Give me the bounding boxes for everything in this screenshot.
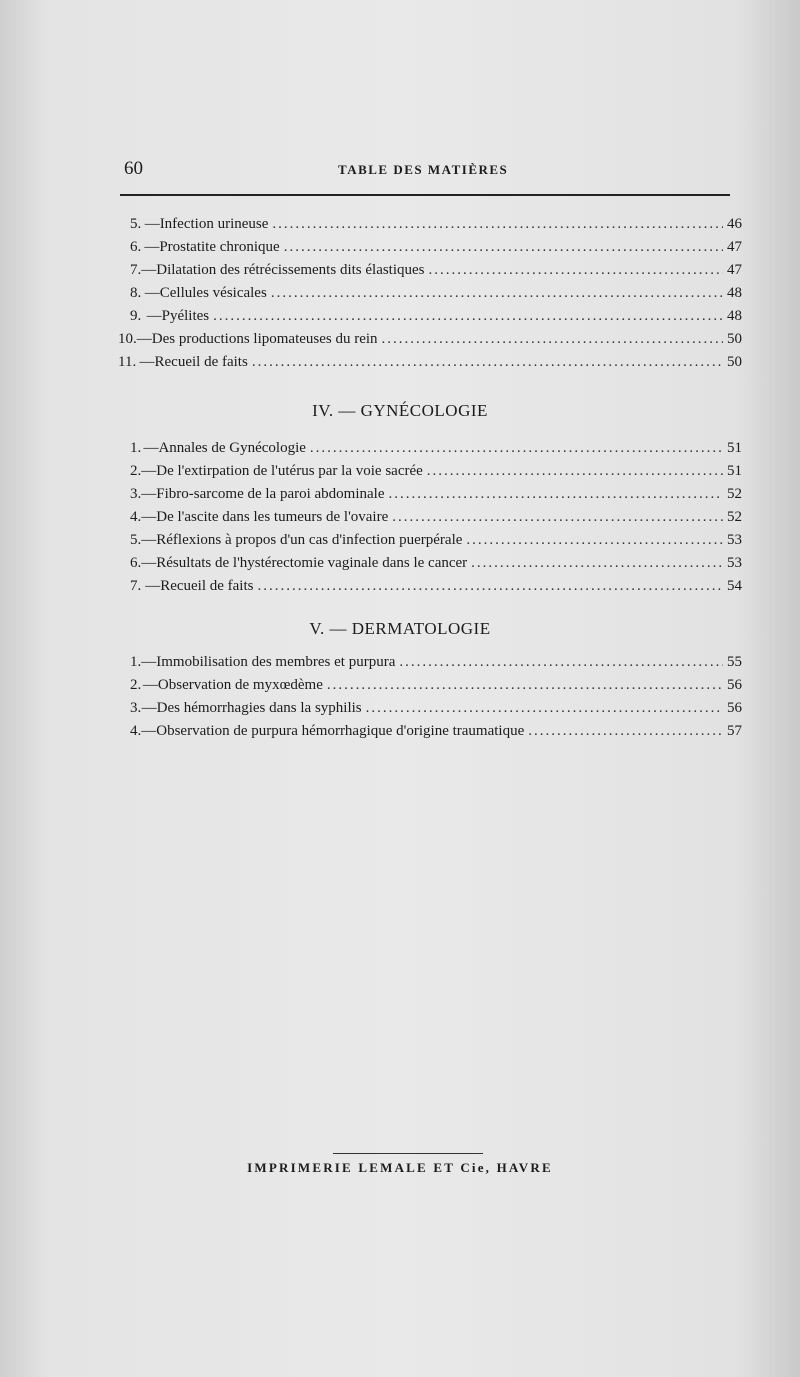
toc-entry bbox=[116, 305, 742, 328]
leader-dots bbox=[310, 437, 723, 460]
entry-number: 4. bbox=[130, 723, 142, 739]
entry-number: 3. bbox=[130, 486, 142, 502]
footer-rule bbox=[333, 1153, 483, 1154]
entry-number: 9. bbox=[130, 308, 142, 324]
toc-entry bbox=[116, 552, 742, 575]
entry-title: Immobilisation des membres et purpura bbox=[156, 654, 396, 670]
entry-page: 51 bbox=[727, 463, 742, 479]
toc-entry bbox=[116, 529, 742, 552]
entry-number: 3. bbox=[130, 700, 142, 716]
leader-dots bbox=[252, 351, 723, 374]
leader-dots bbox=[471, 552, 723, 575]
leader-dots bbox=[382, 328, 723, 351]
entry-dash: — bbox=[141, 654, 157, 670]
entry-title: Fibro-sarcome de la paroi abdominale bbox=[156, 486, 385, 502]
toc-entry bbox=[116, 483, 742, 506]
entry-dash: — bbox=[136, 331, 152, 347]
entry-title: Pyélites bbox=[161, 308, 210, 324]
entry-number: 5. bbox=[130, 532, 142, 548]
toc-entry bbox=[116, 282, 742, 305]
entry-number: 2. bbox=[130, 463, 142, 479]
entry-number: 11. bbox=[118, 354, 137, 370]
entry-page: 46 bbox=[727, 216, 742, 232]
header-rule bbox=[120, 194, 730, 196]
leader-dots bbox=[392, 506, 723, 529]
entry-number: 7. bbox=[130, 578, 142, 594]
entry-dash: — bbox=[144, 239, 160, 255]
entry-title: Prostatite chronique bbox=[159, 239, 280, 255]
entry-number: 10. bbox=[118, 331, 137, 347]
toc-entry bbox=[116, 697, 742, 720]
leader-dots bbox=[389, 483, 723, 506]
leader-dots bbox=[366, 697, 723, 720]
entry-title: Observation de myxœdème bbox=[157, 677, 323, 693]
entry-number: 1. bbox=[130, 440, 142, 456]
page-number: 60 bbox=[124, 158, 143, 179]
leader-dots bbox=[429, 259, 723, 282]
entry-page: 47 bbox=[727, 262, 742, 278]
entry-number: 2. bbox=[130, 677, 142, 693]
entry-page: 48 bbox=[727, 308, 742, 324]
entry-number: 6. bbox=[130, 555, 142, 571]
toc-entry bbox=[116, 720, 742, 743]
entry-dash: — bbox=[139, 354, 155, 370]
entry-dash: — bbox=[141, 532, 157, 548]
entry-page: 51 bbox=[727, 440, 742, 456]
leader-dots bbox=[271, 282, 723, 305]
entry-dash: — bbox=[141, 723, 157, 739]
toc-entry bbox=[116, 575, 742, 598]
entry-title: De l'ascite dans les tumeurs de l'ovaire bbox=[156, 509, 389, 525]
entry-dash: — bbox=[141, 555, 157, 571]
entry-page: 57 bbox=[727, 723, 742, 739]
leader-dots bbox=[427, 460, 723, 483]
leader-dots bbox=[327, 674, 723, 697]
entry-number: 7. bbox=[130, 262, 142, 278]
entry-title: Recueil de faits bbox=[160, 578, 254, 594]
toc-entry bbox=[116, 213, 742, 236]
leader-dots bbox=[213, 305, 723, 328]
entry-title: Observation de purpura hémorrhagique d'origine traumatique bbox=[156, 723, 525, 739]
entry-dash: — bbox=[141, 486, 157, 502]
entry-dash: — bbox=[142, 677, 158, 693]
entry-title: Résultats de l'hystérectomie vaginale dans le cancer bbox=[156, 555, 468, 571]
entry-title: Des hémorrhagies dans la syphilis bbox=[156, 700, 362, 716]
entry-page: 48 bbox=[727, 285, 742, 301]
entry-page: 52 bbox=[727, 486, 742, 502]
section-iii-entries bbox=[116, 213, 742, 374]
toc-entry bbox=[116, 651, 742, 674]
entry-number: 4. bbox=[130, 509, 142, 525]
toc-entry bbox=[116, 460, 742, 483]
section-v-entries bbox=[116, 651, 742, 743]
entry-page: 55 bbox=[727, 654, 742, 670]
entry-number: 8. bbox=[130, 285, 142, 301]
running-title: TABLE DES MATIÈRES bbox=[338, 162, 509, 177]
entry-dash: — bbox=[141, 463, 157, 479]
entry-page: 56 bbox=[727, 700, 742, 716]
entry-dash: — bbox=[144, 285, 160, 301]
entry-title: Infection urineuse bbox=[159, 216, 269, 232]
printer-imprint: IMPRIMERIE LEMALE ET Cie, HAVRE bbox=[247, 1160, 553, 1175]
section-iv-entries bbox=[116, 437, 742, 598]
entry-page: 50 bbox=[727, 354, 742, 370]
entry-dash: — bbox=[141, 700, 157, 716]
entry-page: 56 bbox=[727, 677, 742, 693]
entry-dash: — bbox=[141, 509, 157, 525]
entry-title: Annales de Gynécologie bbox=[158, 440, 306, 456]
entry-dash: — bbox=[145, 578, 161, 594]
toc-entry bbox=[116, 259, 742, 282]
entry-title: Dilatation des rétrécissements dits élastiques bbox=[156, 262, 425, 278]
entry-title: Recueil de faits bbox=[154, 354, 248, 370]
section-heading-dermatologie: V. — DERMATOLOGIE bbox=[309, 619, 491, 638]
page-header bbox=[0, 156, 800, 186]
leader-dots bbox=[272, 213, 723, 236]
entry-dash: — bbox=[144, 216, 160, 232]
toc-entry bbox=[116, 506, 742, 529]
entry-page: 47 bbox=[727, 239, 742, 255]
entry-page: 50 bbox=[727, 331, 742, 347]
entry-page: 53 bbox=[727, 555, 742, 571]
entry-dash: — bbox=[143, 440, 159, 456]
leader-dots bbox=[257, 575, 723, 598]
leader-dots bbox=[466, 529, 723, 552]
entry-page: 52 bbox=[727, 509, 742, 525]
entry-page: 53 bbox=[727, 532, 742, 548]
entry-page: 54 bbox=[727, 578, 742, 594]
toc-entry bbox=[116, 328, 742, 351]
leader-dots bbox=[399, 651, 723, 674]
section-heading-gynecologie: IV. — GYNÉCOLOGIE bbox=[312, 401, 488, 420]
toc-entry bbox=[116, 236, 742, 259]
entry-dash: — bbox=[141, 262, 157, 278]
entry-title: De l'extirpation de l'utérus par la voie sacrée bbox=[156, 463, 423, 479]
entry-title: Des productions lipomateuses du rein bbox=[151, 331, 378, 347]
toc-entry bbox=[116, 437, 742, 460]
leader-dots bbox=[528, 720, 723, 743]
entry-number: 6. bbox=[130, 239, 142, 255]
entry-title: Réflexions à propos d'un cas d'infection puerpérale bbox=[156, 532, 463, 548]
entry-number: 1. bbox=[130, 654, 142, 670]
toc-entry bbox=[116, 674, 742, 697]
leader-dots bbox=[284, 236, 723, 259]
entry-dash: — bbox=[146, 308, 162, 324]
toc-entry bbox=[116, 351, 742, 374]
entry-number: 5. bbox=[130, 216, 142, 232]
entry-title: Cellules vésicales bbox=[159, 285, 267, 301]
